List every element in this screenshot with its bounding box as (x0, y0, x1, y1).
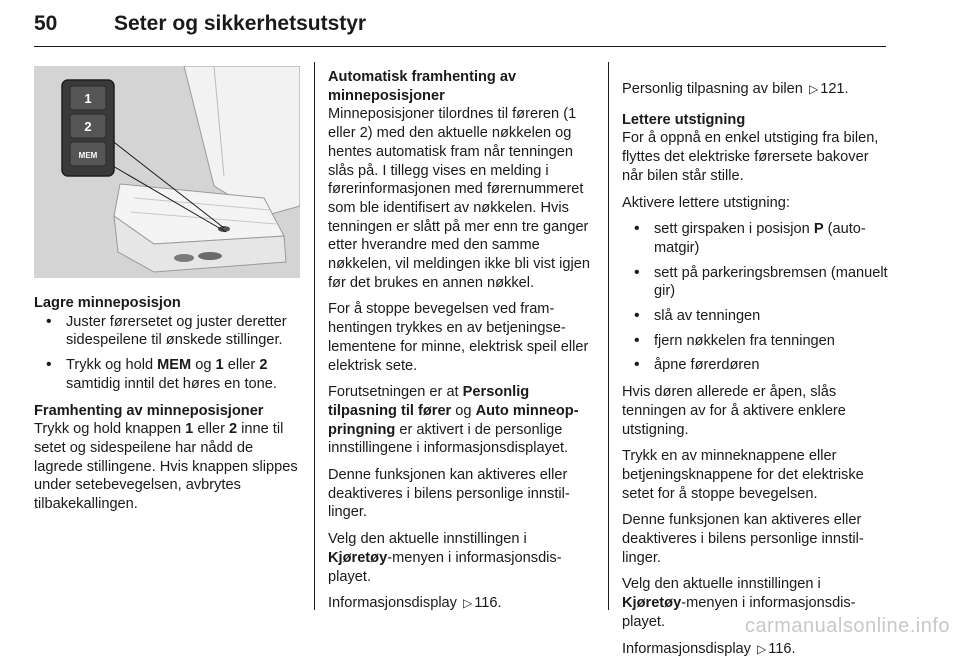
paragraph: Minneposisjoner tilordnes til føreren (1 eller 2) med den aktuelle nøkkelen og hentes automatisk fram når tenningen slås på. I tillegg vises en melding i førerinformasjonen med førernummeret som ble identifisert av nøkkelen. Hvis tenningen er slått på mer enn tre ganger etter hverandre med den samme nøkkelen, vil meldingen ikke bli vist igjen før det brukes en annen nøkkel. (328, 106, 590, 291)
section-heading-easy-exit: Lettere utstigning (622, 111, 746, 128)
paragraph: Forutsetningen er at Personlig tilpasning til fører og Auto minneoppringning er aktivert i de personlige innstillingene i informasjonsdisplayet. (328, 384, 579, 457)
column-2 (328, 68, 592, 621)
page-number: 50 (34, 12, 58, 35)
list-item: • Juster førersetet og juster deretter sidespeilene til ønskede stillinger. (34, 313, 302, 350)
list-item: • Trykk og hold MEM og 1 eller 2 samtidig inntil det høres en tone. (34, 356, 302, 393)
seat-illustration (34, 66, 300, 278)
list-item: • åpne førerdøren (622, 356, 888, 375)
cross-reference[interactable]: Personlig tilpasning av bilen ▷ 121. (622, 81, 849, 97)
watermark: carmanualsonline.info (744, 615, 950, 637)
page-header (34, 8, 886, 47)
list-item: • sett girspaken i posisjon P (automatgir) (622, 220, 888, 257)
column-divider (608, 62, 609, 610)
reference-arrow-icon: ▷ (808, 82, 819, 96)
reference-arrow-icon: ▷ (463, 596, 473, 611)
store-steps-list (34, 313, 302, 394)
paragraph: For å oppnå en enkel utstiging fra bilen, flyttes det elektriske førersete bakover når bilen står stille. (622, 130, 879, 184)
column-1 (34, 294, 302, 522)
cross-reference[interactable]: Informasjonsdisplay ▷ 116. (622, 640, 796, 657)
cross-reference[interactable]: Informasjonsdisplay ▷ 116. (328, 595, 502, 612)
paragraph: Hvis døren allerede er åpen, slås tenningen av for å aktivere enklere utstigning. (622, 384, 846, 438)
column-3 (622, 80, 888, 666)
section-heading-store: Lagre minneposisjon (34, 295, 181, 311)
list-item: • slå av tenningen (622, 307, 888, 326)
list-item: • fjern nøkkelen fra tenningen (622, 332, 888, 351)
column-divider (314, 62, 315, 610)
reference-arrow-icon: ▷ (757, 641, 767, 656)
list-item: • sett på parkeringsbremsen (manuelt gir) (622, 264, 888, 301)
paragraph: Denne funksjonen kan aktiveres eller deaktiveres i bilens personlige innstillinger. (622, 512, 864, 566)
section-heading-auto-recall: Automatisk framhenting av minneposisjoner (328, 69, 517, 104)
paragraph: For å stoppe bevegelsen ved framhentingen trykkes en av betjeningselementene for minne, elektrisk speil eller elektrisk sete. (328, 301, 589, 374)
recall-paragraph: Trykk og hold knappen 1 eller 2 inne til setet og sidespeilene har nådd de lagrede stillingene. Hvis knappen slippes under setebevegelsen, avbrytes tilbakekallingen. (34, 421, 298, 513)
paragraph: Velg den aktuelle innstillingen i Kjøretøy-menyen i informasjonsdisplayet. (328, 531, 562, 585)
seat-memory-figure (34, 66, 300, 278)
page-title: Seter og sikkerhetsutstyr (114, 12, 367, 35)
paragraph: Velg den aktuelle innstillingen i Kjøretøy-menyen i informasjonsdisplayet. (622, 576, 856, 630)
memory-button-2: 2 (84, 119, 92, 134)
paragraph: Trykk en av minneknappene eller betjeningsknappene for det elektriske setet for å stoppe bevegelsen. (622, 448, 864, 502)
memory-button-1: 1 (84, 91, 92, 106)
paragraph: Aktivere lettere utstigning: (622, 194, 790, 211)
paragraph: Denne funksjonen kan aktiveres eller deaktiveres i bilens personlige innstillinger. (328, 467, 570, 521)
memory-button-mem: MEM (78, 151, 98, 160)
section-heading-recall: Framhenting av minneposisjoner (34, 402, 264, 419)
easy-exit-steps-list (622, 220, 888, 375)
